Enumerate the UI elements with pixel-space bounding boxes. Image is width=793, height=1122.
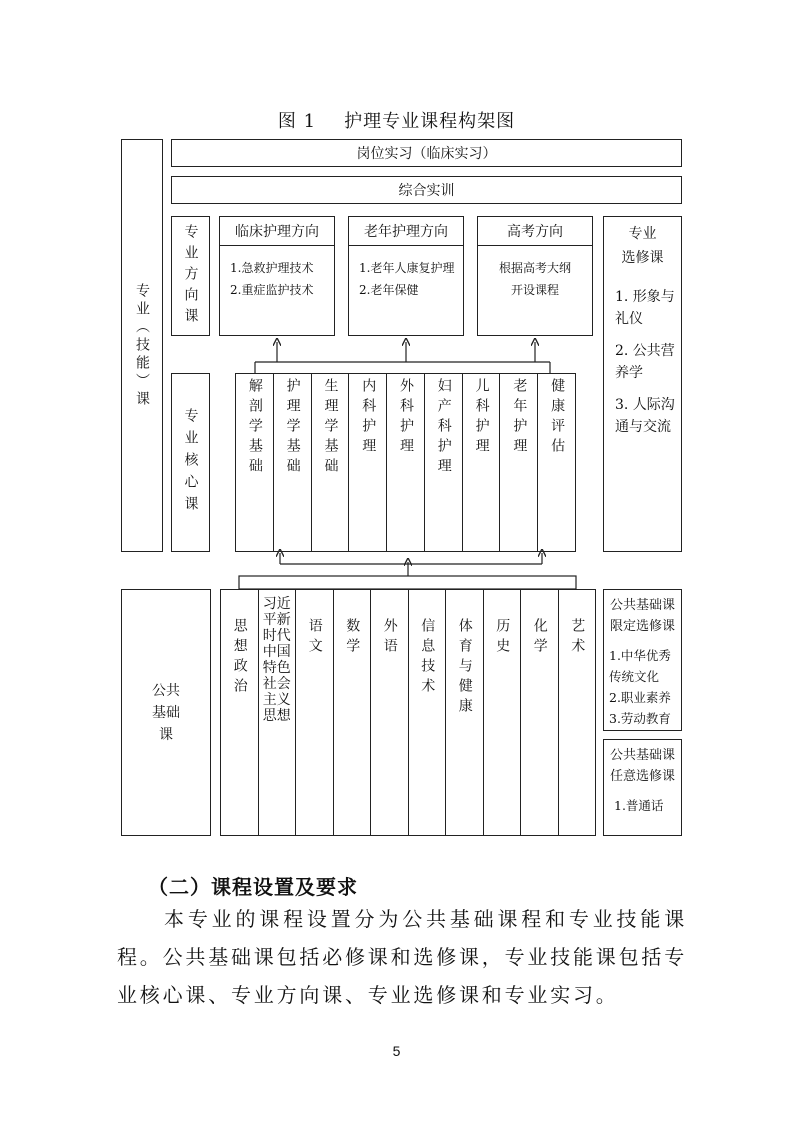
professional-elective-box [603,216,682,552]
section-paragraph [117,900,687,1014]
elective-item: 2. 公共营养学 [615,343,675,381]
section-paragraph-text: 本专业的课程设置分为公共基础课程和专业技能课程。公共基础课包括必修课和选修课，专业技能课包括专业核心课、专业方向课、专业选修课和专业实习。 [117,907,687,1007]
public-courses-group [220,589,596,836]
public-course-cell [371,590,409,835]
elective-item: 1. 形象与礼仪 [615,289,675,327]
elective-item: 3. 人际沟通与交流 [615,397,675,435]
direction-line: 开设课程 [510,283,559,297]
public-course-cell [296,590,334,835]
public-course-label: 习近平新时代中国特色社会主义思想 [262,596,291,724]
public-course-cell [334,590,372,835]
internship-text: 岗位实习（临床实习） [356,146,497,162]
public-course-cell [559,590,596,835]
public-bracket [239,576,576,589]
training-bar [171,176,682,204]
public-course-label: 语文 [306,618,323,658]
public-course-cell [409,590,447,835]
public-optional-elective-box [603,739,682,836]
section-heading: （二）课程设置及要求 [148,875,358,899]
optional-elective-item: 1.普通话 [614,798,664,813]
limited-elective-item: 1.中华优秀传统文化 [609,648,671,684]
core-course-label: 解剖学基础 [246,378,263,478]
figure-title-text: 护理专业课程构架图 [344,111,516,132]
internship-bar [171,139,682,167]
core-course-label: 健康评估 [549,378,566,458]
limited-elective-title: 公共基础课限定选修课 [609,598,675,634]
public-basic-label [121,589,211,836]
direction-title-exam: 高考方向 [478,217,592,246]
core-course-cell [236,374,274,551]
professional-skills-label [121,139,163,552]
core-course-label: 护理学基础 [284,378,301,478]
core-course-label: 生理学基础 [322,378,339,478]
direction-line: 2.重症监护技术 [230,283,314,297]
direction-line: 根据高考大纲 [498,261,571,275]
direction-course-text: 专业方向课 [182,223,199,329]
direction-box-exam [477,216,593,336]
public-course-label: 信息技术 [419,618,436,698]
core-course-cell [538,374,575,551]
figure-number: 图 1 [277,111,317,132]
public-course-label: 数学 [344,618,361,658]
professional-skills-text: 专业（技能）课 [134,282,150,409]
public-course-cell [446,590,484,835]
direction-title-elderly: 老年护理方向 [349,217,463,246]
direction-course-label [171,216,210,336]
core-courses-group [235,373,576,552]
public-course-label: 化学 [531,618,548,658]
core-course-text: 专业核心课 [182,407,199,518]
core-course-cell [312,374,350,551]
public-basic-text: 公共基础课 [152,682,180,743]
public-limited-elective-box [603,589,682,731]
direction-line: 1.急救护理技术 [230,261,314,275]
figure-title [0,107,793,133]
public-course-label: 外语 [381,618,398,658]
core-course-cell [349,374,387,551]
direction-line: 1.老年人康复护理 [359,261,455,275]
limited-elective-item: 3.劳动教育 [609,711,671,726]
core-course-cell [274,374,312,551]
core-course-cell [500,374,538,551]
core-course-label: 外科护理 [398,378,415,458]
core-course-label: 内科护理 [360,378,377,458]
core-course-label [171,373,210,552]
public-course-cell [259,590,297,835]
core-course-label: 妇产科护理 [435,378,452,478]
public-course-label: 历史 [494,618,511,658]
elective-title-line2: 选修课 [621,250,664,266]
direction-title-clinical: 临床护理方向 [220,217,334,246]
page-number: 5 [392,1043,401,1059]
public-course-label: 体育与健康 [456,618,473,718]
public-course-label: 思想政治 [231,618,248,698]
public-course-cell [521,590,559,835]
core-course-cell [387,374,425,551]
core-course-cell [425,374,463,551]
public-course-cell [484,590,522,835]
core-course-label: 老年护理 [511,378,528,458]
direction-line: 2.老年保健 [359,283,419,297]
core-course-label: 儿科护理 [473,378,490,458]
training-text: 综合实训 [398,183,455,199]
public-course-cell [221,590,259,835]
core-course-cell [463,374,501,551]
limited-elective-item: 2.职业素养 [609,690,671,705]
direction-box-elderly [348,216,464,336]
elective-title-line1: 专业 [628,226,657,242]
optional-elective-title: 公共基础课任意选修课 [609,748,675,784]
direction-box-clinical [219,216,335,336]
public-course-label: 艺术 [569,618,586,658]
